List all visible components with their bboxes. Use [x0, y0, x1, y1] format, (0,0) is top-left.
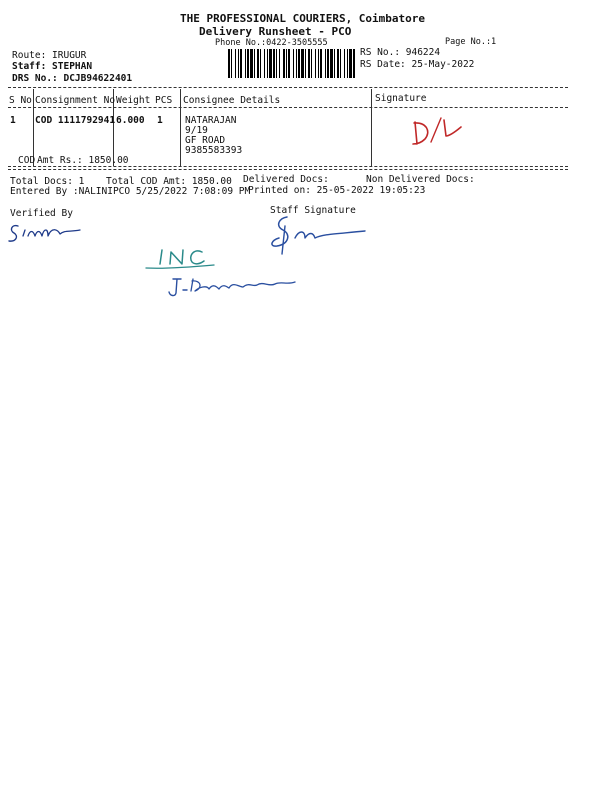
- company-title: THE PROFESSIONAL COURIERS, Coimbatore: [180, 12, 426, 25]
- page-number: Page No.:1: [445, 37, 497, 47]
- consignee-name: NATARAJAN: [185, 115, 237, 126]
- rs-date: RS Date: 25-May-2022: [360, 59, 475, 70]
- header-signature: Signature: [375, 93, 427, 104]
- printed-on: Printed on: 25-05-2022 19:05:23: [248, 185, 426, 196]
- row-consignment: COD 1111792941: [35, 115, 116, 126]
- cod-label: COD: [18, 155, 36, 166]
- divider-header: [8, 107, 568, 108]
- staff-signature-handwriting: [265, 212, 370, 258]
- header-consignee: Consignee Details: [183, 95, 281, 106]
- delivered-docs: Delivered Docs:: [243, 174, 329, 185]
- total-cod-amount: Total COD Amt: 1850.00: [106, 176, 232, 187]
- consignee-address-1: 9/19: [185, 125, 208, 136]
- header-pcs: PCS: [155, 95, 173, 106]
- rs-number: RS No.: 946224: [360, 47, 441, 58]
- barcode: [228, 49, 356, 78]
- non-delivered-docs: Non Delivered Docs:: [366, 174, 475, 185]
- col-divider: [371, 89, 372, 166]
- row-sno: 1: [10, 115, 16, 126]
- delivered-mark-handwriting: [405, 112, 465, 150]
- staff-label: Staff: STEPHAN: [12, 61, 93, 72]
- row-weight: 6.000: [116, 115, 145, 126]
- header-weight: Weight: [116, 95, 151, 106]
- consignee-address-2: GF ROAD: [185, 135, 226, 146]
- phone-number: Phone No.:0422-3505555: [215, 38, 328, 48]
- cod-amount: Amt Rs.: 1850.00: [37, 155, 129, 166]
- divider-top: [8, 87, 568, 88]
- divider-bottom-2: [8, 169, 568, 170]
- header-consignment: Consignment No: [35, 95, 116, 106]
- total-docs: Total Docs: 1: [10, 176, 85, 187]
- staff-signature-label: Staff Signature: [270, 205, 356, 216]
- divider-bottom-1: [8, 166, 568, 167]
- route-label: Route: IRUGUR: [12, 50, 87, 61]
- entered-by: Entered By :NALINIPCO 5/25/2022 7:08:09 PM: [10, 186, 251, 197]
- sheet-title: Delivery Runsheet - PCO: [199, 25, 352, 38]
- name-handwriting: [165, 273, 300, 303]
- verifier-signature-handwriting: [6, 218, 86, 246]
- drs-number: DRS No.: DCJB94622401: [12, 73, 133, 84]
- inc-handwriting: [140, 242, 220, 276]
- verified-by-label: Verified By: [10, 208, 73, 219]
- row-pcs: 1: [157, 115, 163, 126]
- consignee-phone: 9385583393: [185, 145, 243, 156]
- col-divider: [180, 89, 181, 166]
- header-sno: S No: [9, 95, 32, 106]
